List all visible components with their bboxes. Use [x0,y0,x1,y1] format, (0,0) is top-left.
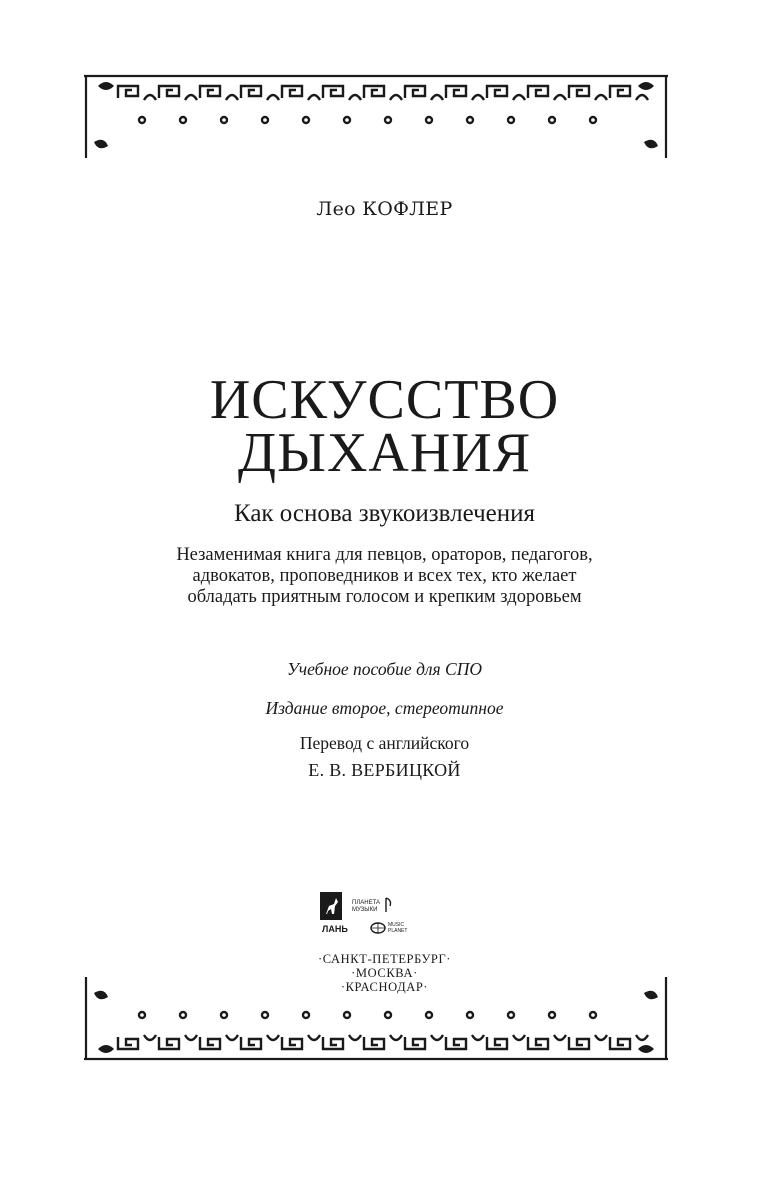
meander-motif [364,1035,402,1049]
meander-motif [323,86,361,100]
book-title-line-2: ДЫХАНИЯ [237,422,532,484]
ornament-dot [180,1012,186,1018]
meander-motif [159,1035,197,1049]
description-line: обладать приятным голосом и крепким здоровьем [187,587,582,607]
ornament-dot [180,117,186,123]
meander-motif [323,1035,361,1049]
meander-motif [487,1035,525,1049]
meander-motif [118,86,156,100]
meander-motif [118,1035,156,1049]
ornament-dot [344,117,350,123]
book-description [0,545,769,608]
translated-from: Перевод с английского [299,733,470,753]
meander-motif [241,1035,279,1049]
description-line: адвокатов, проповедников и всех тех, кто желает [192,566,577,586]
ornament-dot [385,1012,391,1018]
description-line: Незаменимая книга для певцов, ораторов, педагогов, [176,545,593,565]
translator-name: Е. В. ВЕРБИЦКОЙ [308,760,461,780]
ornament-dot [385,117,391,123]
meander-motif [446,1035,484,1049]
ornament-dot [303,117,309,123]
svg-text:MUSIC: MUSIC [388,922,405,928]
meander-motif [405,86,443,100]
meander-motif [569,1035,607,1049]
planet-music-logo-icon [352,898,407,934]
ornament-dot [467,117,473,123]
city-line: ·КРАСНОДАР· [340,980,429,994]
svg-text:PLANET: PLANET [388,928,408,934]
ornament-dot [467,1012,473,1018]
meander-motif [159,86,197,100]
ornament-dot [426,117,432,123]
ornament-dot [262,117,268,123]
book-subtitle: Как основа звукоизвлечения [233,500,536,527]
ornament-dot [139,1012,145,1018]
book-title-line-1: ИСКУССТВО [209,369,560,431]
meander-motif [487,86,525,100]
ornament-dot [426,1012,432,1018]
textbook-label: Учебное пособие для СПО [286,659,483,679]
meander-motif [569,86,607,100]
city-line: ·САНКТ-ПЕТЕРБУРГ· [317,952,452,966]
ornament-dot [344,1012,350,1018]
lan-logo-icon [320,892,348,934]
meander-motif [241,86,279,100]
svg-text:МУЗЫКИ: МУЗЫКИ [352,907,378,913]
meander-motif [282,1035,320,1049]
author-name: Лео КОФЛЕР [316,198,453,220]
meander-motif [528,1035,566,1049]
ornament-dot [262,1012,268,1018]
meander-motif [364,86,402,100]
bottom-ornamental-border [84,975,668,1061]
top-ornamental-border [84,74,668,160]
ornament-dot [221,117,227,123]
edition-label: Издание второе, стереотипное [265,698,504,718]
ornament-dot [549,117,555,123]
svg-text:ЛАНЬ: ЛАНЬ [322,924,348,934]
meander-motif [200,1035,238,1049]
ornament-dot [139,117,145,123]
ornament-dot [303,1012,309,1018]
meander-motif [405,1035,443,1049]
svg-text:ПЛАНЕТА: ПЛАНЕТА [352,900,381,906]
ornament-dot [590,1012,596,1018]
ornament-dot [508,117,514,123]
meander-motif [282,86,320,100]
meander-motif [528,86,566,100]
ornament-dot [590,117,596,123]
publisher-logos [318,888,453,950]
city-line: ·МОСКВА· [351,966,418,980]
meander-motif [200,86,238,100]
meander-motif [446,86,484,100]
ornament-dot [549,1012,555,1018]
ornament-dot [508,1012,514,1018]
ornament-dot [221,1012,227,1018]
